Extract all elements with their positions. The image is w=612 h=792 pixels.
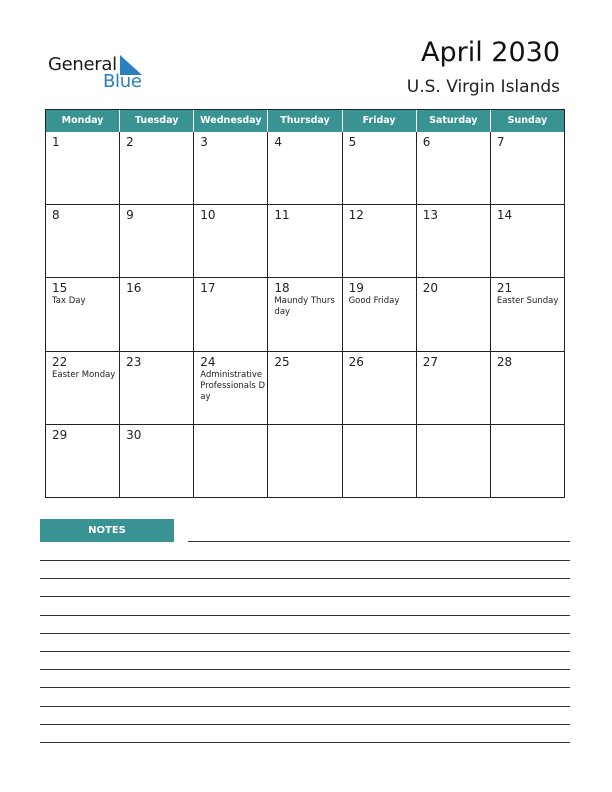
day-number: 19 bbox=[348, 281, 364, 296]
notes-line bbox=[40, 596, 570, 597]
week-row bbox=[46, 351, 564, 424]
day-cell bbox=[490, 205, 564, 277]
day-number: 24 bbox=[200, 354, 216, 369]
day-number: 11 bbox=[274, 208, 290, 223]
day-number: 21 bbox=[496, 281, 513, 296]
day-cell bbox=[490, 132, 564, 204]
day-number: 30 bbox=[126, 427, 142, 442]
holiday-label: Administrative Professionals Day bbox=[200, 369, 266, 402]
logo bbox=[48, 52, 158, 92]
day-number: 10 bbox=[200, 208, 216, 223]
day-cell bbox=[193, 352, 267, 424]
day-number: 9 bbox=[126, 208, 134, 223]
notes-line bbox=[40, 724, 570, 725]
day-number: 13 bbox=[422, 208, 438, 223]
day-number: 4 bbox=[274, 135, 283, 149]
day-cell bbox=[46, 425, 119, 497]
day-cell bbox=[416, 132, 490, 204]
weekday-header: Saturday bbox=[416, 110, 490, 132]
day-number: 7 bbox=[496, 135, 505, 149]
day-cell bbox=[193, 278, 267, 350]
weekday-header: Sunday bbox=[490, 110, 564, 132]
day-number: 3 bbox=[200, 135, 208, 149]
day-cell bbox=[267, 132, 341, 204]
day-cell bbox=[267, 278, 341, 350]
notes-line bbox=[40, 560, 570, 561]
day-number: 25 bbox=[274, 354, 290, 369]
day-cell bbox=[267, 205, 341, 277]
day-cell bbox=[193, 205, 267, 277]
day-cell bbox=[46, 278, 119, 350]
day-cell bbox=[119, 205, 193, 277]
day-cell bbox=[342, 205, 416, 277]
day-cell bbox=[46, 205, 119, 277]
day-cell bbox=[416, 352, 490, 424]
day-number: 17 bbox=[200, 281, 216, 296]
notes-line bbox=[188, 541, 570, 542]
calendar-region: U.S. Virgin Islands bbox=[406, 77, 560, 97]
day-number: 8 bbox=[52, 208, 60, 223]
notes-line bbox=[40, 706, 570, 707]
holiday-label: Maundy Thursday bbox=[274, 296, 335, 318]
weekday-header: Thursday bbox=[267, 110, 341, 132]
day-cell bbox=[342, 132, 416, 204]
day-cell bbox=[416, 278, 490, 350]
notes-line bbox=[40, 687, 570, 688]
day-number: 12 bbox=[348, 208, 364, 223]
day-cell bbox=[342, 278, 416, 350]
day-number: 22 bbox=[52, 354, 68, 369]
day-cell bbox=[416, 205, 490, 277]
weekday-header: Tuesday bbox=[119, 110, 193, 132]
day-number: 27 bbox=[422, 354, 438, 369]
notes-line bbox=[40, 669, 570, 670]
holiday-label: Easter Sunday bbox=[496, 296, 559, 307]
day-number: 6 bbox=[422, 135, 431, 149]
calendar-grid bbox=[45, 109, 565, 498]
logo-blue-text: Blue bbox=[103, 71, 142, 92]
day-number: 2 bbox=[126, 135, 134, 149]
week-row bbox=[46, 424, 564, 497]
day-number: 1 bbox=[52, 135, 60, 149]
day-cell bbox=[342, 425, 416, 497]
day-number: 29 bbox=[52, 427, 68, 442]
day-cell bbox=[119, 132, 193, 204]
week-row bbox=[46, 132, 564, 204]
day-number: 15 bbox=[52, 281, 68, 296]
day-cell bbox=[416, 425, 490, 497]
notes-line bbox=[40, 615, 570, 616]
weekday-header: Friday bbox=[342, 110, 416, 132]
day-number: 16 bbox=[126, 281, 142, 296]
day-cell bbox=[119, 352, 193, 424]
day-cell bbox=[342, 352, 416, 424]
day-number: 14 bbox=[496, 208, 513, 223]
day-cell bbox=[119, 425, 193, 497]
day-number: 28 bbox=[496, 354, 513, 369]
calendar-weeks bbox=[46, 132, 564, 497]
day-cell bbox=[46, 132, 119, 204]
notes-line bbox=[40, 578, 570, 579]
week-row bbox=[46, 277, 564, 350]
day-cell bbox=[193, 425, 267, 497]
weekday-header-row bbox=[46, 110, 564, 132]
day-cell bbox=[193, 132, 267, 204]
day-number: 5 bbox=[348, 135, 357, 149]
day-number: 20 bbox=[422, 281, 438, 296]
notes-line bbox=[40, 633, 570, 634]
day-cell bbox=[490, 425, 564, 497]
notes-line bbox=[40, 742, 570, 743]
day-cell bbox=[490, 352, 564, 424]
day-number: 18 bbox=[274, 281, 290, 296]
day-cell bbox=[490, 278, 564, 350]
day-number: 26 bbox=[348, 354, 364, 369]
week-row bbox=[46, 204, 564, 277]
holiday-label: Tax Day bbox=[52, 296, 86, 307]
notes-label: NOTES bbox=[40, 519, 174, 542]
holiday-label: Good Friday bbox=[348, 296, 400, 307]
day-number: 23 bbox=[126, 354, 142, 369]
day-cell bbox=[119, 278, 193, 350]
logo-general-text: General bbox=[48, 54, 117, 75]
weekday-header: Monday bbox=[61, 115, 104, 126]
day-cell bbox=[267, 352, 341, 424]
day-cell bbox=[46, 352, 119, 424]
day-cell bbox=[267, 425, 341, 497]
notes-line bbox=[40, 651, 570, 652]
calendar-title: April 2030 bbox=[420, 37, 560, 68]
weekday-header: Wednesday bbox=[193, 110, 267, 132]
holiday-label: Easter Monday bbox=[52, 369, 116, 380]
